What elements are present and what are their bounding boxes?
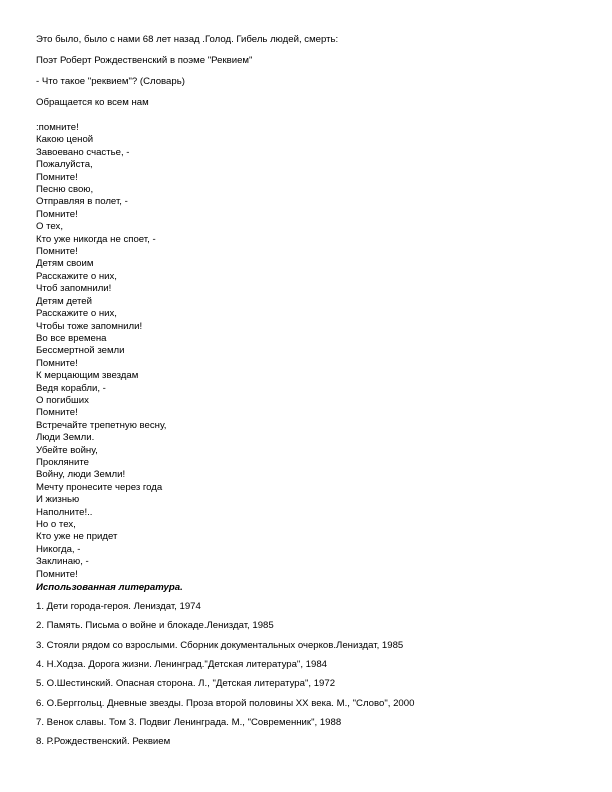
intro-paragraph: Поэт Роберт Рождественский в поэме "Реквием" (36, 55, 253, 66)
poem-line: Чтобы тоже запомнили! (36, 320, 143, 332)
bibliography-item: 4. Н.Ходза. Дорога жизни. Ленинград."Детская литература", 1984 (36, 658, 328, 670)
bibliography-item: 2. Память. Письма о войне и блокаде.Лениздат, 1985 (36, 620, 274, 632)
poem-line: Отправляя в полет, - (36, 196, 128, 208)
poem-line: Завоевано счастье, - (36, 146, 130, 158)
intro-section (36, 34, 576, 109)
bibliography-item: 6. О.Берггольц. Дневные звезды. Проза второй половины XX века. М., "Слово", 2000 (36, 697, 415, 709)
poem-line: О погибших (36, 394, 89, 406)
poem-line: Ведя корабли, - (36, 382, 106, 394)
bibliography-section (36, 581, 576, 748)
poem-line: Но о тех, (36, 519, 76, 530)
bibliography-item: 5. О.Шестинский. Опасная сторона. Л., "Детская литература", 1972 (36, 678, 336, 690)
poem-line: К мерцающим звездам (36, 370, 139, 382)
poem-line: Расскажите о них, (36, 270, 117, 282)
poem-line: Чтоб запомнили! (36, 283, 112, 295)
poem-line: Заклинаю, - (36, 556, 89, 568)
poem-line: Помните! (36, 357, 78, 369)
poem-line: Наполните!.. (36, 506, 93, 518)
poem-line: И жизнью (36, 494, 80, 506)
bibliography-item: 1. Дети города-героя. Лениздат, 1974 (36, 601, 201, 613)
bibliography-title: Использованная литература. (36, 582, 183, 594)
poem-line: Бессмертной земли (36, 345, 125, 357)
poem-line: Убейте войну, (36, 444, 98, 456)
poem-line: Пожалуйста, (36, 159, 93, 171)
poem-line: Люди Земли. (36, 432, 95, 444)
document-page (36, 34, 576, 755)
poem-line: Встречайте трепетную весну, (36, 419, 167, 431)
poem-line: Помните! (36, 208, 78, 220)
poem-line: Прокляните (36, 456, 89, 468)
bibliography-item: 3. Стояли рядом со взрослыми. Сборник документальных очерков.Лениздат, 1985 (36, 639, 404, 651)
intro-paragraph: Это было, было с нами 68 лет назад .Голод. Гибель людей, смерть: (36, 34, 339, 45)
poem-line: Расскажите о них, (36, 308, 117, 320)
poem-line: Детям своим (36, 258, 94, 270)
poem-line: Помните! (36, 171, 78, 183)
bibliography-item: 8. Р.Рождественский. Реквием (36, 736, 171, 748)
poem-line: Детям детей (36, 295, 92, 307)
poem-line: Помните! (36, 407, 78, 419)
intro-paragraph: Обращается ко всем нам (36, 97, 149, 108)
poem-line: Кто уже не придет (36, 531, 118, 543)
poem-line: Никогда, - (36, 543, 81, 555)
poem-line: :помните! (36, 122, 79, 133)
intro-paragraph: - Что такое "реквием"? (Словарь) (36, 76, 185, 87)
poem-line: Кто уже никогда не споет, - (36, 233, 156, 245)
poem-line: Войну, люди Земли! (36, 469, 126, 481)
poem-text (36, 122, 576, 581)
poem-line: Какою ценой (36, 134, 94, 146)
bibliography-item: 7. Венок славы. Том 3. Подвиг Ленинграда. М., "Современник", 1988 (36, 716, 342, 728)
poem-line: Помните! (36, 246, 78, 258)
poem-line: Во все времена (36, 332, 107, 344)
poem-line: Мечту пронесите через года (36, 481, 163, 493)
poem-line: О тех, (36, 221, 64, 233)
poem-line: Помните! (36, 568, 78, 580)
poem-line: Песню свою, (36, 184, 94, 196)
